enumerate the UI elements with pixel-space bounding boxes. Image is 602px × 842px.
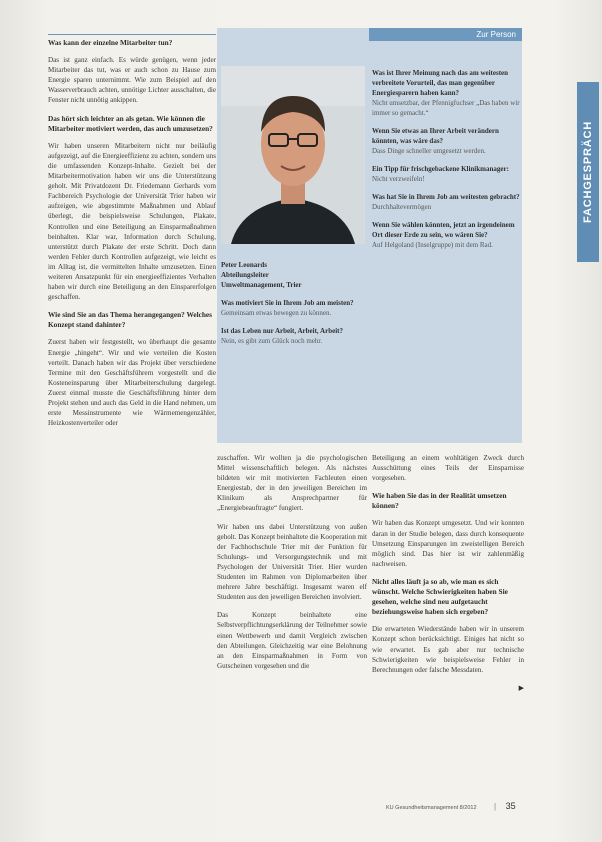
answer-paragraph: Wir haben unseren Mitarbeitern nicht nur beiläufig aufgezeigt, auf die Energieeffizienz zu achten, sondern uns die umfassenden Konzept-Inhalte. Gezielt bei der Mitarbeitermotivation haben wir uns die Unterstützung geholt. Mit Privatdozent Dr. Friedemann Gerhards vom Fachbereich Psychologie der Universität Trier haben wir aufzeigen, wie abgestimmte Maßnahmen und Ablauf überlegt, die beispielsweise Schulungen, Plakate, Kontrollen und eine Beteiligung an Einsparmaßnahmen beinhalten. Klar war, Information durch Schulung, unterstützt durch Plakate der erste Schritt. Doch dann werden Fehler durch Kontrollen aufgezeigt, wie leicht es im Alltag ist, die vermittelten Inhalte umzusetzen. Einen weiteren Ansatzpunkt für ein energieeffizientes Verhalten haben wir durch eine Beteiligung an den Einsparerfolgen geschaffen. (48, 141, 216, 302)
infobox-question: Wenn Sie etwas an Ihrer Arbeit verändern könnten, was wäre das? (372, 127, 499, 145)
person-department: Umweltmanagement, Trier (221, 281, 302, 289)
infobox-question: Was hat Sie in Ihrem Job am weitesten gebracht? (372, 193, 520, 201)
footer-separator: | (494, 802, 497, 811)
person-infobox (217, 28, 522, 443)
infobox-answer: Dass Dinge schneller umgesetzt werden. (372, 147, 486, 155)
infobox-question: Ist das Leben nur Arbeit, Arbeit, Arbeit? (221, 327, 343, 335)
answer-paragraph: Zuerst haben wir festgestellt, wo überhaupt die gesamte Energie „hingeht“. Wir und wie verteilen die Kosten verteilt. Danach haben wir das Projekt über verschiedene Termine mit den Geschäftsführern vorgestellt und die Kosteneinsparung über Mitarbeiterschulung dargelegt. Zuerst einmal musste die Geschäftsführung hinter dem Projekt stehen und auch das Geld in die Hand nehmen, um erste Messinstrumente wie Wärmemengenzähler, Heizkostenverteiler oder (48, 338, 216, 428)
infobox-answer: Nicht verzweifeln! (372, 175, 425, 183)
infobox-question: Wenn Sie wählen könnten, jetzt an irgendeinem Ort dieser Erde zu sein, wo wären Sie? (372, 221, 515, 239)
question-heading: Was kann der einzelne Mitarbeiter tun? (48, 38, 173, 47)
answer-paragraph: Wir haben das Konzept umgesetzt. Und wir konnten daran in der Studie belegen, dass durch konsequente Umsetzung Einsparungen im zweistelligen Bereich möglich sind. Das hier ist wir zahlenmäßig nachweisen. (372, 519, 524, 568)
question-heading: Das hört sich leichter an als getan. Wie können die Mitarbeiter motiviert werden, das auch umzusetzen? (48, 113, 213, 133)
page-number: 35 (505, 801, 516, 811)
continue-arrow-icon: ▶ (518, 683, 524, 692)
answer-paragraph: Wir haben uns dabei Unterstützung von außen geholt. Das Konzept beinhaltete die Kooperation mit der Fachhochschule Trier mit der Funktion für Schulungs- und Versorgungstechnik und mit Psychologen der Universität Trier. Hier wurden Studenten im Rahmen von Diplomarbeiten über mehrere Jahre beschäftigt. Insgesamt waren elf Studenten aus den jeweiligen Bereichen involviert. (217, 522, 367, 602)
person-name-block (221, 260, 369, 290)
continue-marker (372, 683, 524, 693)
answer-paragraph: Das Konzept beinhaltete eine Selbstverpflichtungserklärung der Teilnehmer sowie einen Wettbewerb und damit Vergleich zwischen den Abteilungen. Gleichzeitig war eine Belohnung an den Einsparmaßnahmen in Form von Gutscheinen vorgesehen und die (217, 611, 367, 670)
column-top-rule (48, 34, 216, 35)
infobox-question: Was ist Ihrer Meinung nach das am weitesten verbreitete Vorurteil, das man gegenüber Energiesparern haben kann? (372, 69, 509, 97)
infobox-header: Zur Person (369, 28, 522, 41)
footer-publication: KU Gesundheitsmanagement 8/2012 (386, 805, 477, 811)
person-name: Peter Leonards (221, 261, 267, 269)
answer-paragraph: Das ist ganz einfach. Es würde genügen, wenn jeder Mitarbeiter das tut, was er auch schon zu Hause zum Energie sparen unternimmt. Wie zum Beispiel auf den Wasserverbrauch achten, unnötige Lichter ausschalten, die Fenster nicht unnötig ankippen. (48, 56, 216, 105)
infobox-question: Ein Tipp für frischgebackene Klinikmanager: (372, 165, 509, 173)
infobox-left-column (221, 260, 369, 354)
infobox-answer: Auf Helgoland (Inselgruppe) mit dem Rad. (372, 241, 493, 249)
infobox-answer: Nicht umsetzbar, der Pfennigfuchser „Das haben wir immer so gemacht.“ (372, 99, 520, 117)
portrait-photo (221, 66, 365, 244)
question-heading: Wie sind Sie an das Thema herangegangen? Welches Konzept stand dahinter? (48, 310, 213, 330)
infobox-answer: Durchhaltevermögen (372, 203, 432, 211)
answer-paragraph: Beteiligung an einem wohltätigen Zweck durch Ausschüttung eines Teils der Einsparnisse vorgesehen. (372, 454, 524, 483)
text-column-2 (217, 453, 367, 679)
infobox-answer: Gemeinsam etwas bewegen zu können. (221, 309, 332, 317)
infobox-right-column (372, 68, 520, 258)
question-heading: Nicht alles läuft ja so ab, wie man es sich wünscht. Welche Schwierigkeiten haben Sie gesehen, welche sind neu aufgetaucht beziehungsweise haben sich ergeben? (372, 576, 508, 617)
portrait-illustration (221, 66, 365, 244)
person-title: Abteilungsleiter (221, 271, 269, 279)
section-side-tab (577, 82, 599, 262)
infobox-answer: Nein, es gibt zum Glück noch mehr. (221, 337, 323, 345)
answer-paragraph: Die erwarteten Wiederstände haben wir in unserem Konzept schon berücksichtigt. Einiges hat nicht so wie erwartet. Es gab aber nur technische Schwierigkeiten wie beispielsweise Fehler in Berechnungen oder falsche Messdaten. (372, 625, 524, 674)
answer-paragraph: zuschaffen. Wir wollten ja die psychologischen Mittel wissenschaftlich belegen. Als nächstes bildeten wir mit motivierten Fachleuten einen Energiestab, der in den jeweiligen Bereichen im Klinikum als Ansprechpartner für „Energiebeauftragte“ fungiert. (217, 454, 367, 513)
text-column-3 (372, 453, 524, 693)
text-column-1 (48, 38, 216, 436)
page-footer (386, 801, 546, 811)
section-label: FACHGESPRÄCH (582, 121, 594, 223)
infobox-question: Was motiviert Sie in Ihrem Job am meisten? (221, 299, 354, 307)
question-heading: Wie haben Sie das in der Realität umsetzen können? (372, 491, 507, 511)
